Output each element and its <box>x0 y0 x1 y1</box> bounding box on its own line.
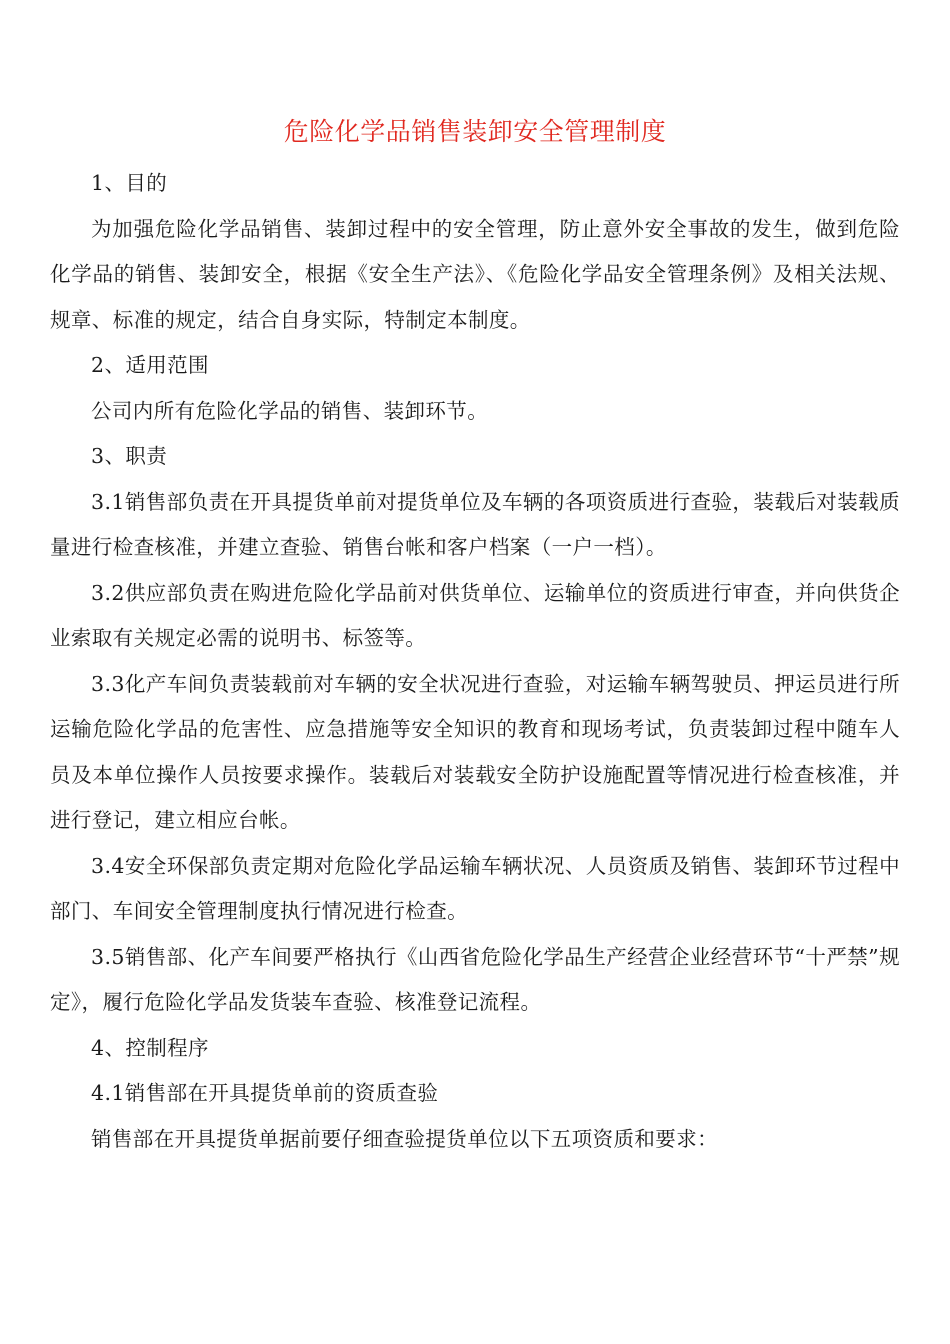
document-title: 危险化学品销售装卸安全管理制度 <box>283 117 667 146</box>
document-body <box>50 161 900 1162</box>
section-heading-scope: 2、适用范围 <box>91 353 209 377</box>
paragraph-scope: 公司内所有危险化学品的销售、装卸环节。 <box>91 398 489 423</box>
paragraph-duty-3-4: 3.4安全环保部负责定期对危险化学品运输车辆状况、人员资质及销售、装卸环节过程中部门、车间安全管理制度执行情况进行检查。 <box>50 853 900 923</box>
subheading-procedure-4-1: 4.1销售部在开具提货单前的资质查验 <box>91 1081 439 1105</box>
paragraph-duty-3-3: 3.3化产车间负责装载前对车辆的安全状况进行查验，对运输车辆驾驶员、押运员进行所运输危险化学品的危害性、应急措施等安全知识的教育和现场考试，负责装卸过程中随车人员及本单位操作人员按要求操作。装载后对装载安全防护设施配置等情况进行检查核准，并进行登记，建立相应台帐。 <box>50 671 900 832</box>
section-heading-duties: 3、职责 <box>91 444 168 468</box>
paragraph-duty-3-5: 3.5销售部、化产车间要严格执行《山西省危险化学品生产经营企业经营环节“十严禁”规定》，履行危险化学品发货装车查验、核准登记流程。 <box>50 944 900 1014</box>
paragraph-duty-3-2: 3.2供应部负责在购进危险化学品前对供货单位、运输单位的资质进行审查，并向供货企业索取有关规定必需的说明书、标签等。 <box>50 580 900 650</box>
paragraph-duty-3-1: 3.1销售部负责在开具提货单前对提货单位及车辆的各项资质进行查验，装载后对装载质量进行检查核准，并建立查验、销售台帐和客户档案（一户一档）。 <box>50 489 900 559</box>
section-heading-purpose: 1、目的 <box>91 171 168 195</box>
paragraph-procedure-intro: 销售部在开具提货单据前要仔细查验提货单位以下五项资质和要求： <box>91 1126 718 1151</box>
paragraph-purpose: 为加强危险化学品销售、装卸过程中的安全管理，防止意外安全事故的发生，做到危险化学品的销售、装卸安全，根据《安全生产法》、《危险化学品安全管理条例》及相关法规、规章、标准的规定，结合自身实际，特制定本制度。 <box>50 216 900 332</box>
section-heading-procedure: 4、控制程序 <box>91 1035 209 1060</box>
